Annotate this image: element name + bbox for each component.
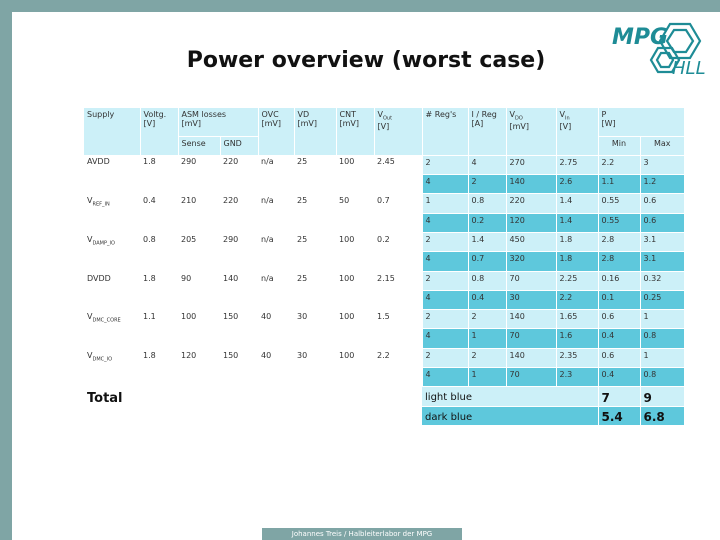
cell-pmax: 1 bbox=[640, 310, 684, 329]
cell-ovc: 40 bbox=[258, 348, 294, 387]
cell-gnd: 220 bbox=[220, 194, 258, 233]
header-i-reg: I / Reg [A] bbox=[468, 108, 506, 155]
cell-vin: 2.2 bbox=[556, 290, 598, 309]
cell-cnt: 100 bbox=[336, 271, 374, 310]
cell-pmax: 0.25 bbox=[640, 290, 684, 309]
cell-vdo: 70 bbox=[506, 271, 556, 290]
supply-name: AVDD bbox=[84, 155, 140, 194]
cell-voltg: 0.8 bbox=[140, 232, 178, 271]
cell-cnt: 100 bbox=[336, 232, 374, 271]
cell-pmin: 0.6 bbox=[598, 310, 640, 329]
cell-pmax: 1 bbox=[640, 348, 684, 367]
header-supply: Supply bbox=[84, 108, 140, 136]
cell-gnd: 140 bbox=[220, 271, 258, 310]
cell-ireg: 2 bbox=[468, 310, 506, 329]
cell-ovc: 40 bbox=[258, 310, 294, 349]
cell-vdo: 270 bbox=[506, 155, 556, 174]
supply-name: $V_{DMC\_CORE}$ bbox=[84, 310, 140, 349]
cell-ireg: 0.2 bbox=[468, 213, 506, 232]
cell-vd: 30 bbox=[294, 348, 336, 387]
cell-pmax: 3 bbox=[640, 155, 684, 174]
cell-vin: 2.35 bbox=[556, 348, 598, 367]
cell-ireg: 0.8 bbox=[468, 271, 506, 290]
header-max: Max bbox=[640, 136, 684, 155]
cell-regs: 4 bbox=[422, 252, 468, 271]
total-light-max: 9 bbox=[640, 387, 684, 406]
header-voltg: Voltg. [V] bbox=[140, 108, 178, 136]
cell-voltg: 0.4 bbox=[140, 194, 178, 233]
cell-vin: 1.8 bbox=[556, 232, 598, 251]
cell-ireg: 0.7 bbox=[468, 252, 506, 271]
total-dark-label: dark blue bbox=[422, 406, 598, 425]
cell-pmin: 0.16 bbox=[598, 271, 640, 290]
cell-vin: 2.75 bbox=[556, 155, 598, 174]
mpg-hll-logo bbox=[610, 14, 718, 78]
cell-voltg: 1.8 bbox=[140, 348, 178, 387]
cell-vdo: 450 bbox=[506, 232, 556, 251]
power-table bbox=[84, 108, 684, 425]
cell-vdo: 30 bbox=[506, 290, 556, 309]
total-row-dark bbox=[84, 406, 684, 425]
total-blank bbox=[84, 406, 422, 425]
supply-name: $V_{DMC\_IO}$ bbox=[84, 348, 140, 387]
cell-ireg: 1 bbox=[468, 368, 506, 387]
cell-cnt: 100 bbox=[336, 310, 374, 349]
cell-cnt: 50 bbox=[336, 194, 374, 233]
cell-pmin: 0.55 bbox=[598, 213, 640, 232]
cell-ireg: 2 bbox=[468, 348, 506, 367]
cell-regs: 4 bbox=[422, 368, 468, 387]
total-row-light bbox=[84, 387, 684, 406]
supply-name: $V_{REF\_IN}$ bbox=[84, 194, 140, 233]
header-min: Min bbox=[598, 136, 640, 155]
cell-vin: 1.65 bbox=[556, 310, 598, 329]
svg-text:MPG: MPG bbox=[612, 25, 669, 50]
cell-sense: 210 bbox=[178, 194, 220, 233]
table-row bbox=[84, 271, 684, 290]
cell-gnd: 220 bbox=[220, 155, 258, 194]
table-row bbox=[84, 232, 684, 251]
page-title: Power overview (worst case) bbox=[186, 48, 546, 73]
cell-pmin: 0.4 bbox=[598, 329, 640, 348]
cell-sense: 120 bbox=[178, 348, 220, 387]
cell-ireg: 4 bbox=[468, 155, 506, 174]
cell-pmin: 0.4 bbox=[598, 368, 640, 387]
cell-pmin: 0.6 bbox=[598, 348, 640, 367]
cell-gnd: 290 bbox=[220, 232, 258, 271]
total-label: Total bbox=[84, 387, 422, 406]
cell-sense: 205 bbox=[178, 232, 220, 271]
header-asm-losses: ASM losses [mV] bbox=[178, 108, 258, 136]
cell-ireg: 0.4 bbox=[468, 290, 506, 309]
header-cnt: CNT [mV] bbox=[336, 108, 374, 155]
cell-gnd: 150 bbox=[220, 310, 258, 349]
table-row bbox=[84, 310, 684, 329]
cell-vout: 2.45 bbox=[374, 155, 422, 194]
supply-name: $V_{DAMP\_IO}$ bbox=[84, 232, 140, 271]
cell-ireg: 1 bbox=[468, 329, 506, 348]
cell-vout: 0.2 bbox=[374, 232, 422, 271]
cell-regs: 4 bbox=[422, 290, 468, 309]
cell-regs: 2 bbox=[422, 155, 468, 174]
cell-pmax: 0.32 bbox=[640, 271, 684, 290]
header-regs: # Reg's bbox=[422, 108, 468, 155]
cell-ireg: 1.4 bbox=[468, 232, 506, 251]
cell-vd: 25 bbox=[294, 194, 336, 233]
cell-vdo: 70 bbox=[506, 329, 556, 348]
header-ovc: OVC [mV] bbox=[258, 108, 294, 155]
cell-pmin: 2.8 bbox=[598, 232, 640, 251]
cell-vin: 2.25 bbox=[556, 271, 598, 290]
cell-pmax: 0.8 bbox=[640, 368, 684, 387]
cell-pmin: 2.8 bbox=[598, 252, 640, 271]
total-light-label: light blue bbox=[422, 387, 598, 406]
cell-ireg: 0.8 bbox=[468, 194, 506, 213]
cell-regs: 2 bbox=[422, 348, 468, 367]
cell-vin: 1.4 bbox=[556, 213, 598, 232]
table-row bbox=[84, 155, 684, 174]
cell-regs: 4 bbox=[422, 175, 468, 194]
cell-ovc: n/a bbox=[258, 271, 294, 310]
cell-vdo: 140 bbox=[506, 310, 556, 329]
cell-pmin: 2.2 bbox=[598, 155, 640, 174]
svg-text:HLL: HLL bbox=[672, 58, 706, 78]
slide bbox=[12, 12, 720, 540]
cell-vd: 30 bbox=[294, 310, 336, 349]
table-row bbox=[84, 194, 684, 213]
header-vd: VD [mV] bbox=[294, 108, 336, 155]
cell-vdo: 220 bbox=[506, 194, 556, 213]
cell-ireg: 2 bbox=[468, 175, 506, 194]
header-supply-blank bbox=[84, 136, 140, 155]
cell-pmax: 1.2 bbox=[640, 175, 684, 194]
cell-vdo: 140 bbox=[506, 348, 556, 367]
header-vout: $V_{Out}$ [V] bbox=[374, 108, 422, 155]
cell-pmax: 3.1 bbox=[640, 252, 684, 271]
cell-vdo: 320 bbox=[506, 252, 556, 271]
cell-vin: 2.3 bbox=[556, 368, 598, 387]
cell-voltg: 1.1 bbox=[140, 310, 178, 349]
cell-ovc: n/a bbox=[258, 232, 294, 271]
cell-vdo: 120 bbox=[506, 213, 556, 232]
cell-cnt: 100 bbox=[336, 155, 374, 194]
total-light-min: 7 bbox=[598, 387, 640, 406]
total-dark-min: 5.4 bbox=[598, 406, 640, 425]
cell-voltg: 1.8 bbox=[140, 155, 178, 194]
cell-vout: 1.5 bbox=[374, 310, 422, 349]
header-power: P [W] bbox=[598, 108, 684, 136]
cell-ovc: n/a bbox=[258, 194, 294, 233]
cell-sense: 90 bbox=[178, 271, 220, 310]
cell-gnd: 150 bbox=[220, 348, 258, 387]
cell-pmax: 3.1 bbox=[640, 232, 684, 251]
cell-vdo: 140 bbox=[506, 175, 556, 194]
cell-regs: 2 bbox=[422, 271, 468, 290]
cell-regs: 2 bbox=[422, 232, 468, 251]
cell-vin: 1.6 bbox=[556, 329, 598, 348]
cell-cnt: 100 bbox=[336, 348, 374, 387]
header-gnd: GND bbox=[220, 136, 258, 155]
cell-regs: 4 bbox=[422, 329, 468, 348]
cell-vd: 25 bbox=[294, 232, 336, 271]
cell-vout: 0.7 bbox=[374, 194, 422, 233]
cell-pmin: 1.1 bbox=[598, 175, 640, 194]
cell-pmin: 0.1 bbox=[598, 290, 640, 309]
table-row bbox=[84, 348, 684, 367]
total-dark-max: 6.8 bbox=[640, 406, 684, 425]
cell-vd: 25 bbox=[294, 271, 336, 310]
footer: Johannes Treis / Halbleiterlabor der MPG bbox=[262, 528, 462, 540]
cell-vin: 1.4 bbox=[556, 194, 598, 213]
cell-pmax: 0.6 bbox=[640, 213, 684, 232]
cell-regs: 1 bbox=[422, 194, 468, 213]
header-vdo: $V_{DO}$ [mV] bbox=[506, 108, 556, 155]
header-voltg-blank bbox=[140, 136, 178, 155]
cell-vin: 1.8 bbox=[556, 252, 598, 271]
cell-vd: 25 bbox=[294, 155, 336, 194]
cell-vdo: 70 bbox=[506, 368, 556, 387]
cell-regs: 2 bbox=[422, 310, 468, 329]
cell-pmax: 0.6 bbox=[640, 194, 684, 213]
cell-ovc: n/a bbox=[258, 155, 294, 194]
cell-pmax: 0.8 bbox=[640, 329, 684, 348]
supply-name: DVDD bbox=[84, 271, 140, 310]
cell-sense: 100 bbox=[178, 310, 220, 349]
cell-vout: 2.2 bbox=[374, 348, 422, 387]
header-sense: Sense bbox=[178, 136, 220, 155]
cell-vin: 2.6 bbox=[556, 175, 598, 194]
cell-voltg: 1.8 bbox=[140, 271, 178, 310]
cell-pmin: 0.55 bbox=[598, 194, 640, 213]
cell-regs: 4 bbox=[422, 213, 468, 232]
cell-sense: 290 bbox=[178, 155, 220, 194]
cell-vout: 2.15 bbox=[374, 271, 422, 310]
header-vin: $V_{In}$ [V] bbox=[556, 108, 598, 155]
